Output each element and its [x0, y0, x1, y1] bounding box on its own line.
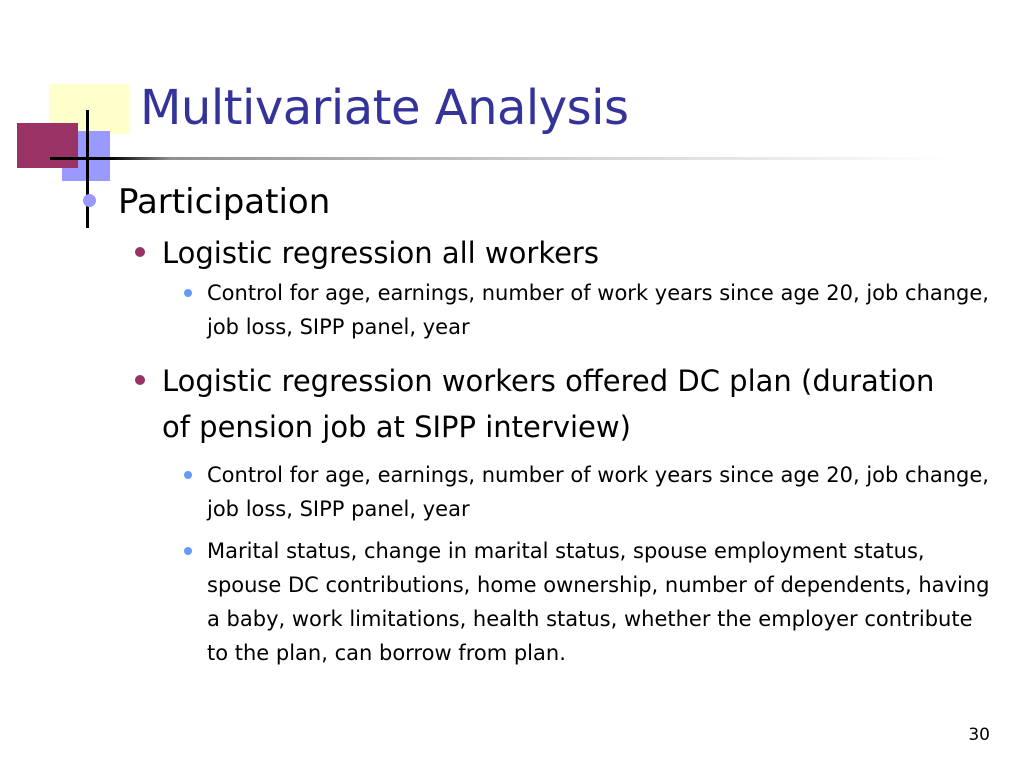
bullet-level1 [78, 176, 1008, 228]
bullet-dot-icon [135, 375, 145, 385]
bullet-dot-icon [184, 471, 192, 479]
page-number: 30 [968, 725, 990, 745]
title-underline [50, 157, 950, 160]
bullet-text: Logistic regression workers offered DC plan (duration of pension job at SIPP interview) [162, 364, 935, 444]
bullet-text: Participation [118, 182, 331, 222]
grid-logo-icon [47, 254, 75, 280]
slide-body [78, 176, 1008, 670]
bullet-level3 [78, 458, 992, 526]
bullet-text: Marital status, change in marital status, spouse employment status, spouse DC contributions, home ownership, number of dependents, having a baby, work limitations, health status, whether the employer contribute to the plan, can borrow from plan. [207, 539, 990, 665]
bullet-text: Logistic regression all workers [162, 236, 599, 270]
bullet-dot-icon [184, 547, 192, 555]
bullet-dot-icon [135, 247, 145, 257]
bullet-level3 [78, 276, 992, 344]
bullet-level3 [78, 534, 992, 670]
bullet-dot-icon [83, 194, 96, 207]
bullet-level2 [78, 230, 942, 276]
bullet-text: Control for age, earnings, number of work years since age 20, job change, job loss, SIPP panel, year [207, 281, 989, 339]
bullet-text: Control for age, earnings, number of work years since age 20, job change, job loss, SIPP panel, year [207, 463, 989, 521]
slide-title: Multivariate Analysis [140, 80, 629, 136]
decorative-maroon-square [17, 123, 78, 168]
bullet-level2 [78, 358, 942, 450]
bullet-dot-icon [184, 289, 192, 297]
